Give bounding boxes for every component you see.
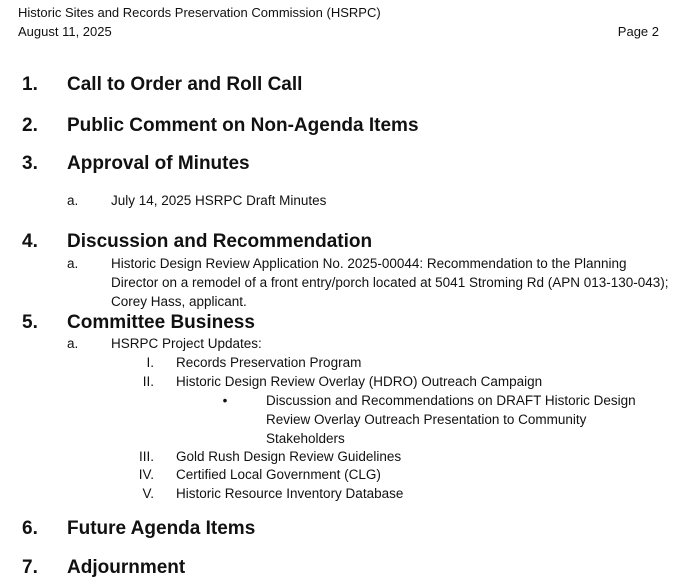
item-2-title: Public Comment on Non-Agenda Items [67,115,419,136]
roman-5-text: Historic Resource Inventory Database [176,486,404,501]
item-4-number: 4. [22,231,38,252]
bullet-symbol: • [222,393,228,408]
item-5a-letter: a. [67,336,79,351]
item-4a-text: Historic Design Review Application No. 2025-00044: Recommendation to the Planning Director on a remodel of a front entry/porch located at 5041 Stroming Rd (APN 013-130-043); Corey Hass, applicant. [111,256,669,309]
item-3-number: 3. [22,153,38,174]
item-6-number: 6. [22,518,38,539]
header-date: August 11, 2025 [18,24,112,39]
item-7-number: 7. [22,557,38,578]
item-3-title: Approval of Minutes [67,153,250,174]
item-3a-text: July 14, 2025 HSRPC Draft Minutes [111,193,327,208]
roman-1-number: I. [146,355,154,370]
roman-1-text: Records Preservation Program [176,355,362,370]
item-2-number: 2. [22,115,38,136]
item-3a-letter: a. [67,193,79,208]
roman-4-number: IV. [138,467,154,482]
item-1-number: 1. [22,74,38,95]
item-6-title: Future Agenda Items [67,518,256,539]
roman-3-text: Gold Rush Design Review Guidelines [176,449,402,464]
roman-2-number: II. [142,374,154,389]
bullet-text: Discussion and Recommendations on DRAFT Historic Design Review Overlay Outreach Presentation to Community Stakeholders [266,393,636,446]
roman-3-number: III. [138,449,154,464]
item-4a-letter: a. [67,256,79,271]
roman-5-number: V. [142,486,154,501]
item-7-title: Adjournment [67,557,186,578]
item-4-title: Discussion and Recommendation [67,231,373,252]
header-org: Historic Sites and Records Preservation Commission (HSRPC) [18,5,381,20]
item-1-title: Call to Order and Roll Call [67,74,303,95]
item-5a-text: HSRPC Project Updates: [111,336,262,351]
item-5-title: Committee Business [67,312,255,333]
item-5-number: 5. [22,312,38,333]
roman-2-text: Historic Design Review Overlay (HDRO) Outreach Campaign [176,374,543,389]
page-number: Page 2 [617,24,659,39]
roman-4-text: Certified Local Government (CLG) [176,467,381,482]
